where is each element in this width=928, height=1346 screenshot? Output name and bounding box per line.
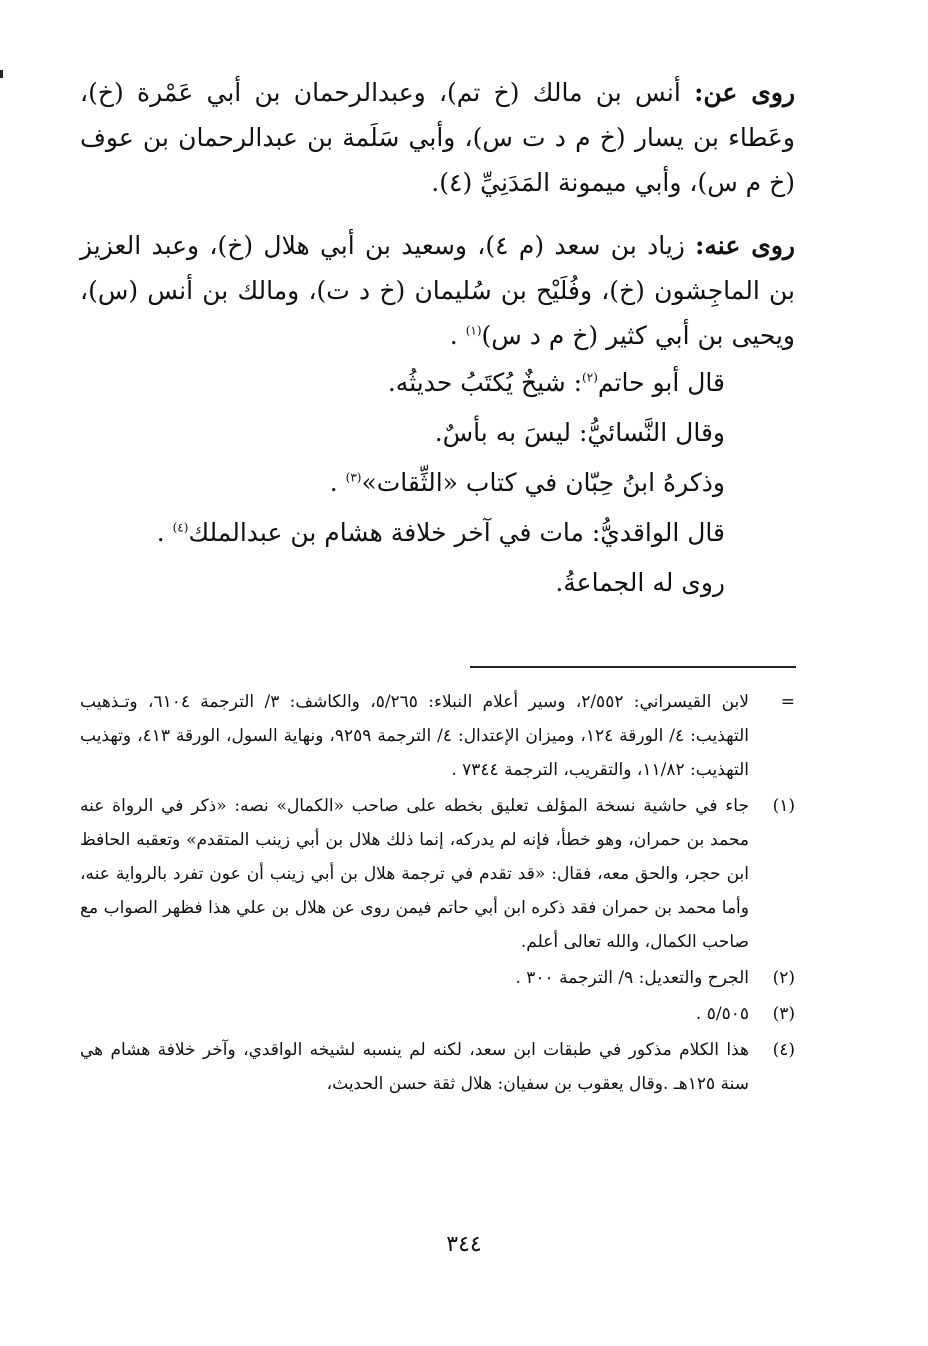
narrated-by-text: زياد بن سعد (م ٤)، وسعيد بن أبي هلال (خ)، وعبد العزيز بن الماجِشون (خ)، وفُلَيْح بن سُليمان (خ د ت)، ومالك بن أنس (س)، ويحيى بن أبي كثير (خ م د س) [80,231,795,350]
statement-line [80,508,795,558]
statement-text: وذكرهُ ابنُ حِبّان في كتاب «الثِّقات» [361,468,725,497]
footnotes [80,685,795,1103]
footnote-ref: (٣) [345,470,362,485]
footnote-ref: (١) [465,323,482,338]
footnote-item [80,789,795,959]
statement-line [80,358,795,408]
footnote-text: لابن القيسراني: ٢/٥٥٢، وسير أعلام النبلاء: ٥/٢٦٥، والكاشف: ٣/ الترجمة ٦١٠٤، وتـذهيب التهذيب: ٤/ الورقة ١٢٤، وميزان الإعتدال: ٤/ الترجمة ٩٢٥٩، ونهاية السول، الورقة ٤١٣، وتهذيب التهذيب: ١١/٨٢، والتقريب، الترجمة ٧٣٤٤ . [80,692,750,780]
statement-text: وقال النَّسائيُّ: ليسَ به بأسٌ. [434,418,725,447]
statement-line [80,408,795,458]
footnote-number: (١) [772,796,795,816]
margin-mark [0,70,3,78]
statement-text: قال أبو حاتم [597,368,725,397]
footnote-number: = [780,692,795,712]
footnote-text: الجرح والتعديل: ٩/ الترجمة ٣٠٠ . [515,968,749,988]
statement-text: : شيخٌ يُكتَبُ حديثُه. [387,368,583,397]
footnote-item [80,1033,795,1101]
footnote-ref: (٤) [172,520,189,535]
footnote-number: (٤) [772,1040,795,1060]
narrated-by-heading: روى عنه: [695,231,795,260]
narrated-from-text: أنس بن مالك (خ تم)، وعبدالرحمان بن أبي عَمْرة (خ)، وعَطاء بن يسار (خ م د ت س)، وأبي سَلَمة بن عبدالرحمان بن عوف (خ م س)، وأبي ميمونة المَدَنِيِّ (٤). [80,78,795,197]
footnote-ref: (٢) [582,370,598,385]
narrated-by-paragraph [80,223,795,358]
page-number: ٣٤٤ [446,1232,482,1257]
footnote-text: هذا الكلام مذكور في طبقات ابن سعد، لكنه لم ينسبه لشيخه الواقدي، وآخر خلافة هشام هي سنة ١٢٥هـ .وقال يعقوب بن سفيان: هلال ثقة حسن الحديث، [80,1040,749,1094]
main-text [80,70,795,608]
narrated-by-end: . [449,321,466,350]
narrated-from-heading: روى عن: [694,78,796,107]
statement-line [80,558,795,608]
narrated-from-paragraph [80,70,795,205]
footnote-item [80,685,795,787]
footnote-item [80,961,795,995]
footnote-number: (٢) [772,968,795,988]
footnote-text: ٥/٥٠٥ . [695,1004,749,1024]
statement-text: قال الواقديُّ: مات في آخر خلافة هشام بن عبدالملك [188,518,725,547]
footnote-text: جاء في حاشية نسخة المؤلف تعليق بخطه على صاحب «الكمال» نصه: «ذكر في الرواة عنه محمد بن حمران، وهو خطأ، فإنه لم يدركه، إنما ذلك هلال بن أبي زينب المتقدم» وتعقبه الحافظ ابن حجر، والحق معه، فقال: «قد تقدم في ترجمة هلال بن أبي زينب أن عون تفرد بالرواية عنه، وأما محمد بن حمران فقد ذكره ابن أبي حاتم فيمن روى عن هلال بن علي هذا فظهر الصواب مع صاحب الكمال، والله تعالى أعلم. [80,796,749,952]
statement-text: . [156,518,173,547]
statement-text: . [329,468,346,497]
footnote-separator [470,666,796,668]
footnote-item [80,997,795,1031]
footnote-number: (٣) [772,1004,795,1024]
statement-line [80,458,795,508]
statement-text: روى له الجماعةُ. [555,568,725,597]
